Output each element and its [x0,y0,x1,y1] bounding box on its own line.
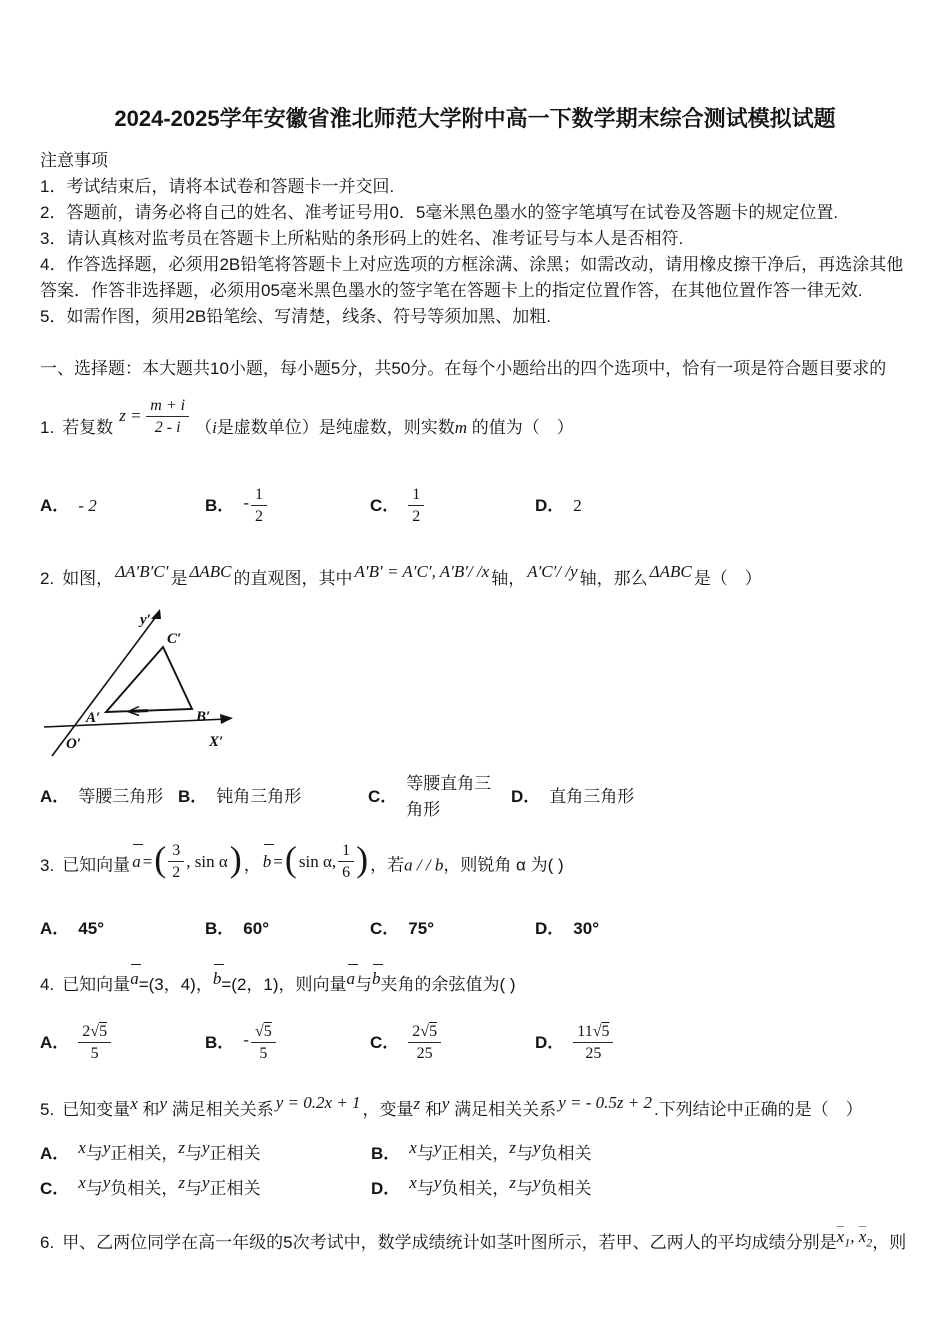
q3-option-a-value: 45° [78,919,104,938]
q4-option-b [205,1022,370,1063]
q4-option-a-fraction [78,1022,111,1063]
q3-a-fraction-numerator: 3 [168,841,184,862]
q5-regression-1: y = 0.2x + 1 [275,1093,361,1112]
q4-text-4: 与 [355,975,373,994]
q2-option-d-value: 直角三角形 [549,787,635,806]
question-5-number: 5. [40,1100,55,1119]
q2-option-d-label: D． [511,787,541,806]
q4-option-c-denominator: 25 [416,1045,433,1062]
q4-option-c-fraction [408,1022,441,1063]
q2-text-5: 轴，那么 [579,569,648,588]
q1-option-c-label: C． [370,495,400,515]
question-1-text-post: （i是虚数单位）是纯虚数，则实数m 的值为（ ） [195,417,574,437]
o-prime-label: O′ [66,736,82,752]
q3-vector-b-formula: b = ( sin α, $\frac{1}{6}$ ) [262,838,369,881]
q5-option-c [40,1173,371,1202]
q6-xbar-2-subscript: 2 [866,1235,873,1250]
q3-b-components: sin α, [298,851,337,871]
question-2-options [40,771,910,823]
q3-option-d-value: 30° [573,919,599,938]
c-prime-label: C′ [167,631,182,647]
q1-option-d-label: D． [535,495,565,515]
q3-option-b-label: B． [205,919,235,938]
q4-option-d [535,1022,613,1063]
q1-option-b-label: B． [205,495,235,515]
q1-option-c-denominator: 2 [412,508,421,525]
q2-option-a [40,784,178,810]
x-prime-label: X′ [209,734,224,750]
q4-option-d-label: D． [535,1032,565,1052]
q2-math-triangle-abc-2: ΔABC [649,562,692,581]
q4-option-a-coefficient: 2√ [82,1023,100,1040]
q3-text-1: 已知向量 [62,855,131,875]
q4-option-b-denominator: 5 [259,1045,268,1062]
notice-item-5: 5．如需作图，须用2B铅笔绘、写清楚，线条、符号等须加黑、加粗. [40,307,551,326]
q2-option-c [368,771,511,823]
question-1-formula [119,396,189,437]
q3-a-components: , sin α [186,851,228,871]
q1-option-b-fraction [251,485,267,526]
q2-option-b-label: B． [178,787,208,806]
q3-b-equals: = [273,851,283,871]
question-6 [40,1227,910,1261]
q2-math-parallel-y: A′C′/ /y [527,562,578,581]
q1-option-a-value: - 2 [78,495,97,515]
q4-option-a-denominator: 5 [90,1045,99,1062]
notice-item-2: 2．答题前，请务必将自己的姓名、准考证号用0．5毫米黑色墨水的签字笔填写在试卷及答题卡的规定位置. [40,203,839,222]
q2-option-a-label: A． [40,787,70,806]
q5-option-a-value: x与y正相关，z与y正相关 [78,1138,261,1163]
y-axis-arrowhead [151,609,161,619]
q2-text-3: 的直观图，其中 [233,569,353,588]
q5-text-1: 已知变量x 和y 满足相关关系 [62,1094,274,1119]
q6-mean-scores [836,1227,873,1250]
q3-text-3: ，则锐角 α 为( ) [443,855,564,875]
q3-vector-a: a [132,846,141,878]
question-1-options [40,485,910,526]
q4-text-2: =(3，4)， [138,975,213,994]
q5-text-2: ，变量z 和y 满足相关关系 [362,1094,557,1119]
q1-fraction-denominator: 2 - i [154,419,181,436]
q1-option-d-value: 2 [573,495,582,515]
page-title: 2024-2025学年安徽省淮北师范大学附中高一下数学期末综合测试模拟试题 [114,106,836,131]
q1-formula-lhs: z = [119,405,142,425]
question-3 [40,838,910,886]
q2-option-a-value: 等腰三角形 [78,787,164,806]
q4-option-a-radicand: 5 [99,1023,108,1040]
question-6-number: 6. [40,1233,55,1252]
q1-option-a [40,493,205,519]
notice-heading: 注意事项 [40,151,108,170]
q5-option-b [371,1138,910,1167]
q3-option-c [370,916,535,942]
q6-mean-separator: , [850,1227,859,1246]
q4-text-5: 夹角的余弦值为( ) [380,975,516,994]
q3-b-fraction-numerator: 1 [338,841,354,862]
q1-fraction-numerator: m + i [146,396,189,417]
q1-option-b-denominator: 2 [254,508,263,525]
q4-option-b-label: B． [205,1032,235,1052]
q2-option-b-value: 钝角三角形 [216,787,302,806]
q2-math-equalities: A′B′ = A′C′, A′B′/ /x [354,562,490,581]
question-5-options [40,1138,910,1202]
segment-arrow-mark [128,707,148,716]
b-prime-label: B′ [196,709,211,725]
q3-vector-a-formula: a = ( $\frac{3}{2}$ , sin α ) [132,838,242,881]
q4-option-d-coefficient: 11√ [577,1023,602,1040]
q1-option-b-sign: - [243,492,249,512]
q2-option-b [178,784,368,810]
question-3-number: 3. [40,855,55,875]
q4-option-d-denominator: 25 [585,1045,602,1062]
q6-text-1: 甲、乙两位同学在高一年级的5次考试中，数学成绩统计如茎叶图所示，若甲、乙两人的平均成绩分别是 [62,1233,837,1252]
q5-option-d [371,1173,910,1202]
q3-option-c-value: 75° [408,919,434,938]
q4-option-a [40,1022,205,1063]
q5-option-c-value: x与y负相关，z与y正相关 [78,1173,261,1198]
question-5 [40,1093,910,1123]
q4-option-b-coefficient: √ [254,1023,264,1040]
q3-text-2: ，若 [370,855,405,875]
question-4-number: 4. [40,975,55,994]
q3-a-equals: = [142,851,153,871]
q5-option-a [40,1138,371,1167]
question-4 [40,969,910,998]
q3-b-fraction [338,841,354,882]
q4-option-b-sign: - [243,1029,249,1049]
q4-option-a-label: A． [40,1032,70,1052]
q5-text-3: .下列结论中正确的是（ ） [653,1100,863,1119]
q3-option-d-label: D． [535,919,565,938]
question-2 [40,562,910,592]
q3-option-a [40,916,205,942]
q5-option-d-value: x与y负相关，z与y负相关 [409,1173,592,1198]
q4-option-b-radicand: 5 [263,1023,272,1040]
q4-text-3: =(2，1)，则向量 [221,975,347,994]
q4-option-c [370,1022,535,1063]
notice-item-3: 3．请认真核对监考员在答题卡上所粘贴的条形码上的姓名、准考证号与本人是否相符. [40,229,684,248]
q1-option-b [205,485,370,526]
q2-text-4: 轴， [491,569,526,588]
q4-option-c-label: C． [370,1032,400,1052]
q5-option-a-label: A． [40,1144,70,1163]
q5-regression-2: y = - 0.5z + 2 [558,1093,652,1112]
q4-option-d-radicand: 5 [601,1023,610,1040]
q3-option-d [535,916,599,942]
a-prime-label: A′ [86,710,101,726]
q3-a-fraction [168,841,184,882]
q2-text-6: 是（ ） [693,569,762,588]
triangle-a-b-c-prime [106,647,192,712]
question-3-options [40,916,910,942]
notice-item-1: 1．考试结束后，请将本试卷和答题卡一并交回. [40,177,395,196]
q2-option-c-label: C． [368,787,398,806]
q3-option-b [205,916,370,942]
q1-option-c [370,485,535,526]
question-2-number: 2. [40,569,55,588]
question-1-text-pre: 若复数 [62,417,114,437]
q2-math-triangle-prime: ΔA′B′C′ [115,562,169,581]
q3-separator: ， [243,855,261,875]
q1-option-a-label: A． [40,495,70,515]
q2-option-c-value: 等腰直角三角形 [406,774,492,819]
q4-vector-a: a [130,966,139,992]
q1-formula-fraction [146,396,189,437]
question-1 [40,397,910,449]
q3-parallel-condition: a / / b [404,855,444,875]
q3-b-fraction-denominator: 6 [342,864,351,881]
q4-option-c-radicand: 5 [429,1023,438,1040]
q4-option-b-fraction [251,1022,276,1063]
q2-text-1: 如图， [62,569,114,588]
q2-text-2: 是 [170,569,188,588]
q3-option-c-label: C． [370,919,400,938]
q4-vector-b: b [213,966,222,992]
q3-a-fraction-denominator: 2 [172,864,181,881]
q5-option-b-label: B． [371,1144,401,1163]
q3-option-b-value: 60° [243,919,269,938]
q2-figure [42,606,264,761]
notice-item-4: 4．作答选择题，必须用2B铅笔将答题卡上对应选项的方框涂满、涂黑；如需改动，请用橡皮擦干净后，再选涂其他答案．作答非选择题，必须用05毫米黑色墨水的签字笔在答题卡上的指定位置作答，在其他位置作答一律无效. [40,255,904,300]
q4-option-c-coefficient: 2√ [412,1023,430,1040]
q1-option-c-numerator: 1 [408,485,424,506]
question-4-options [40,1022,910,1063]
q1-option-d [535,493,582,519]
q6-xbar-1-subscript: 1 [844,1235,851,1250]
q4-vector-b-2: b [372,966,381,992]
q2-option-d [511,784,634,810]
x-axis-arrowhead [220,714,233,724]
q1-option-c-fraction [408,485,424,526]
q6-xbar-2: $\overline{x}$ [858,1227,867,1246]
y-prime-label: y′ [140,612,151,628]
q4-text-1: 已知向量 [62,975,131,994]
q2-math-triangle-abc: ΔABC [189,562,232,581]
q6-text-2: ，则 [872,1233,907,1252]
section-1-heading: 一、选择题：本大题共10小题，每小题5分，共50分。在每个小题给出的四个选项中，恰有一项是符合题目要求的 [40,359,887,378]
notice-section [40,148,910,330]
q5-option-b-value: x与y正相关，z与y负相关 [409,1138,592,1163]
q4-vector-a-2: a [347,966,356,992]
question-1-number: 1. [40,417,55,437]
q5-option-d-label: D． [371,1179,401,1198]
q4-option-d-fraction [573,1022,613,1063]
q3-option-a-label: A． [40,919,70,938]
q5-option-c-label: C． [40,1179,70,1198]
q3-vector-b: b [263,846,272,878]
y-prime-axis [52,609,161,756]
q6-xbar-1: $\overline{x}$ [836,1227,845,1246]
q1-option-b-numerator: 1 [251,485,267,506]
